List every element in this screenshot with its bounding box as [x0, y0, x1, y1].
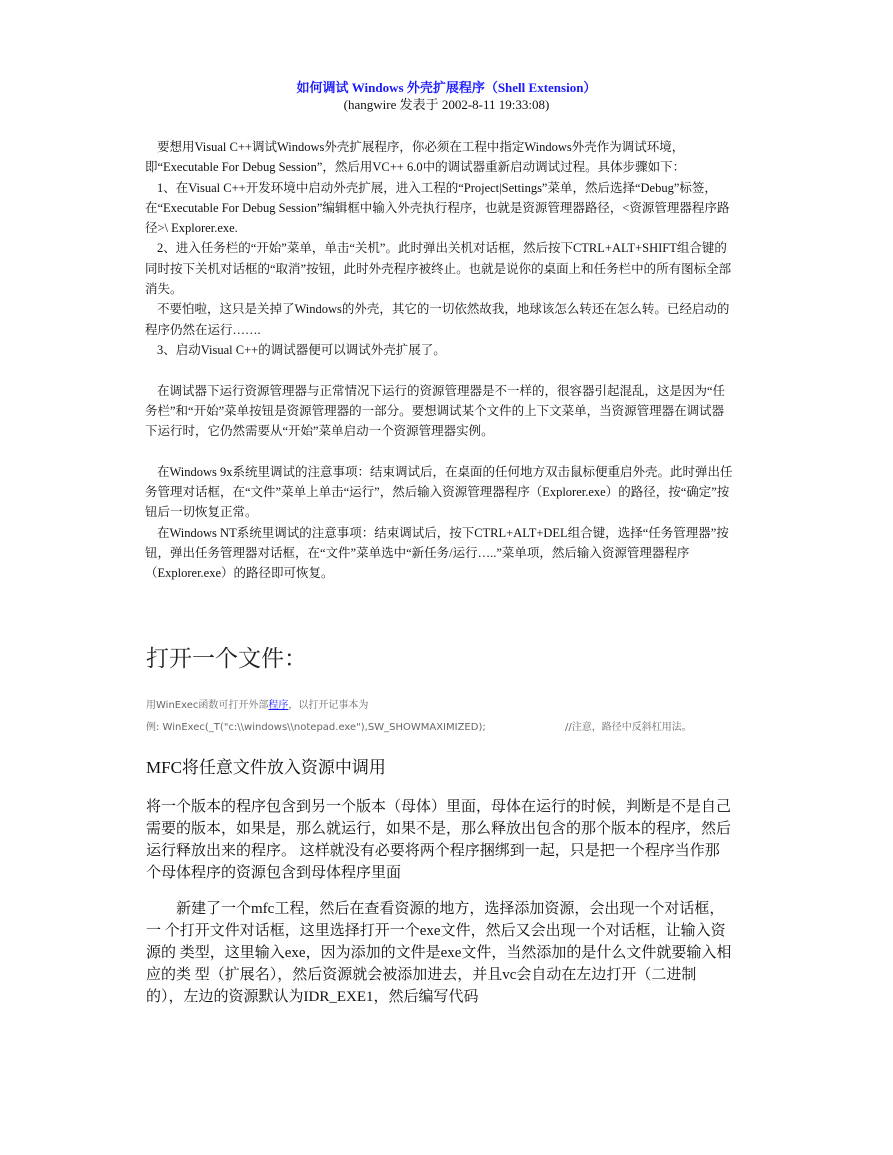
mfc-paragraph-1 [146, 796, 732, 884]
mfc-paragraph-2-text: 新建了一个mfc工程，然后在查看资源的地方，选择添加资源，会出现一个对话框，一 个打开文件对话框，这里选择打开一个exe文件，然后又会出现一个对话框，让输入资源的 类型，这里输入exe，因为添加的文件是exe文件，当然添加的是什么文件就要输入相应的类 型（扩展名），然后资源就会被添加进去，并且vc会自动在左边打开（二进制的），左边的资源默认为IDR_EXE1，然后编写代码 [146, 901, 732, 1005]
paragraph-gap [145, 441, 735, 461]
mfc-resource-heading: MFC将任意文件放入资源中调用 [146, 758, 386, 777]
intro-paragraph: 要想用Visual C++调试Windows外壳扩展程序，你必须在工程中指定Windows外壳作为调试环境，即“Executable For Debug Session”，然后用VC++ 6.0中的调试器重新启动调试过程。具体步骤如下： [145, 140, 686, 175]
article-byline: (hangwire 发表于 2002-8-11 19:33:08) [343, 97, 550, 112]
paragraph-gap [145, 360, 735, 380]
winexec-description-suffix: ，以打开记事本为 [288, 700, 369, 711]
winexec-comment: //注意，路径中反斜杠用法。 [565, 722, 692, 733]
mfc-paragraph-1-text: 将一个版本的程序包含到另一个版本（母体）里面，母体在运行的时候，判断是不是自己需要的版本，如果是，那么就运行，如果不是，那么释放出包含的那个版本的程序，然后运行释放出来的程序。 这样就没有必要将两个程序捆绑到一起，只是把一个程序当作那个母体程序的资源包含到母体程序里面 [146, 799, 732, 881]
winexec-description-prefix: 用WinExec函数可打开外部 [146, 700, 269, 711]
note-paragraph: 不要怕啦，这只是关掉了Windows的外壳，其它的一切依然故我，地球该怎么转还在怎么转。已经启动的程序仍然在运行……. [145, 302, 730, 337]
winexec-code: 例: WinExec(_T("c:\\windows\\notepad.exe"),SW_SHOWMAXIMIZED); [146, 722, 486, 733]
step-1-paragraph: 1、在Visual C++开发环境中启动外壳扩展，进入工程的“Project|Settings”菜单，然后选择“Debug”标签，在“Executable For Debug Session”编辑框中输入外壳执行程序，也就是资源管理器路径，<资源管理器程序路径>\ Explorer.exe. [145, 180, 730, 236]
explorer-debug-paragraph: 在调试器下运行资源管理器与正常情况下运行的资源管理器是不一样的，很容器引起混乱，这是因为“任务栏”和“开始”菜单按钮是资源管理器的一部分。要想调试某个文件的上下文菜单，当资源管理器在调试器下运行时，它仍然需要从“开始”菜单启动一个资源管理器实例。 [145, 383, 726, 439]
winexec-description [146, 699, 368, 713]
winexec-code-line [146, 721, 692, 735]
step-3-paragraph: 3、启动Visual C++的调试器便可以调试外壳扩展了。 [157, 342, 446, 357]
winnt-note-paragraph: 在Windows NT系统里调试的注意事项：结束调试后，按下CTRL+ALT+DEL组合键，选择“任务管理器”按钮，弹出任务管理器对话框，在“文件”菜单选中“新任务/运行…..”菜单项，然后输入资源管理器程序（Explorer.exe）的路径即可恢复。 [145, 525, 729, 581]
article-body [145, 137, 735, 584]
program-link[interactable]: 程序 [268, 700, 289, 711]
step-2-paragraph: 2、进入任务栏的“开始”菜单，单击“关机”。此时弹出关机对话框，然后按下CTRL+ALT+SHIFT组合键的同时按下关机对话框的“取消”按钮，此时外壳程序被终止。也就是说你的桌面上和任务栏中的所有图标全部消失。 [145, 241, 732, 297]
open-file-heading: 打开一个文件： [146, 646, 307, 672]
mfc-paragraph-2 [146, 898, 732, 1008]
win9x-note-paragraph: 在Windows 9x系统里调试的注意事项：结束调试后，在桌面的任何地方双击鼠标便重启外壳。此时弹出任务管理对话框，在“文件”菜单上单击“运行”，然后输入资源管理器程序（Explorer.exe）的路径，按“确定”按钮后一切恢复正常。 [145, 464, 733, 520]
article-title: 如何调试 Windows 外壳扩展程序（Shell Extension） [296, 80, 597, 95]
